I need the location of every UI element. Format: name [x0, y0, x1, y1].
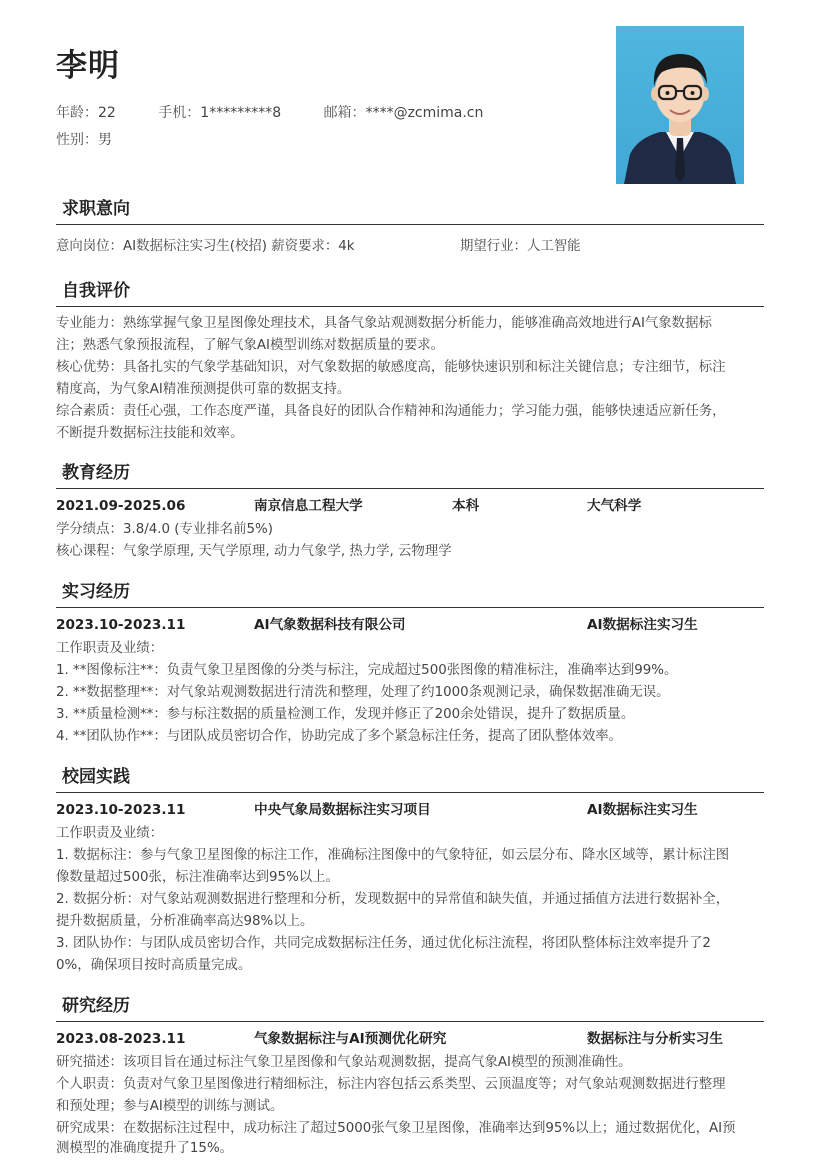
- internship-header: [56, 614, 766, 636]
- section-title-internship: 实习经历: [56, 581, 764, 608]
- self-eval-line: 注；熟悉气象预报流程，了解气象AI模型训练对数据质量的要求。: [56, 338, 445, 353]
- campus-line: 1. 数据标注：参与气象卫星图像的标注工作，准确标注图像中的气象特征，如云层分布、降水区域等，累计标注图: [56, 848, 730, 863]
- internship-line: 4. **团队协作**：与团队成员密切合作，协助完成了多个紧急标注任务，提高了团队整体效率。: [56, 729, 623, 744]
- gender-value: 男: [98, 132, 112, 148]
- self-eval-line: 核心优势：具备扎实的气象学基础知识，对气象数据的敏感度高，能够快速识别和标注关键信息；专注细节，标注: [56, 360, 726, 375]
- section-title-education: 教育经历: [56, 462, 764, 489]
- research-period: 2023.08-2023.11: [56, 1031, 186, 1047]
- age-field: 年龄：22: [56, 105, 116, 121]
- research-line: 研究成果：在数据标注过程中，成功标注了超过5000张气象卫星图像，准确率达到95%以上；通过数据优化，AI预: [56, 1121, 736, 1136]
- internship-line: 工作职责及业绩：: [56, 641, 164, 656]
- research-project: 气象数据标注与AI预测优化研究: [254, 1031, 447, 1047]
- self-eval-line: 精度高，为气象AI精准预测提供可靠的数据支持。: [56, 382, 351, 397]
- education-line: 学分绩点：3.8/4.0 (专业排名前5%): [56, 522, 273, 537]
- section-title-self-eval: 自我评价: [56, 280, 764, 307]
- email-value: ****@zcmima.cn: [365, 105, 484, 121]
- campus-line: 提升数据质量，分析准确率高达98%以上。: [56, 914, 314, 929]
- campus-line: 3. 团队协作：与团队成员密切合作，共同完成数据标注任务，通过优化标注流程，将团队整体标注效率提升了2: [56, 936, 711, 951]
- profile-photo: [616, 26, 744, 184]
- intent-position: 意向岗位：AI数据标注实习生(校招) 薪资要求：4k: [56, 239, 355, 254]
- research-line: 和预处理；参与AI模型的训练与测试。: [56, 1099, 284, 1114]
- education-degree: 本科: [452, 498, 480, 514]
- section-title-research: 研究经历: [56, 995, 764, 1022]
- portrait-illustration: [616, 26, 744, 184]
- contact-row: [56, 102, 521, 122]
- intent-industry: 期望行业：人工智能: [460, 239, 581, 254]
- research-line: 个人职责：负责对气象卫星图像进行精细标注，标注内容包括云系类型、云顶温度等；对气象站观测数据进行整理: [56, 1077, 726, 1092]
- campus-line: 像数量超过500张，标注准确率达到95%以上。: [56, 870, 339, 885]
- phone-value: 1*********8: [200, 105, 282, 121]
- education-header: [56, 495, 766, 517]
- campus-role: AI数据标注实习生: [587, 802, 698, 818]
- age-value: 22: [98, 105, 116, 121]
- section-title-intent: 求职意向: [56, 198, 764, 225]
- education-major: 大气科学: [587, 498, 642, 514]
- education-line: 核心课程：气象学原理, 天气学原理, 动力气象学, 热力学, 云物理学: [56, 544, 452, 559]
- internship-role: AI数据标注实习生: [587, 617, 698, 633]
- campus-line: 工作职责及业绩：: [56, 826, 164, 841]
- education-school: 南京信息工程大学: [254, 498, 363, 514]
- campus-line: 0%，确保项目按时高质量完成。: [56, 958, 252, 973]
- internship-company: AI气象数据科技有限公司: [254, 617, 406, 633]
- research-header: [56, 1028, 766, 1050]
- research-role: 数据标注与分析实习生: [587, 1031, 723, 1047]
- self-eval-line: 专业能力：熟练掌握气象卫星图像处理技术，具备气象站观测数据分析能力，能够准确高效地进行AI气象数据标: [56, 316, 712, 331]
- candidate-name: 李明: [56, 48, 120, 84]
- internship-line: 3. **质量检测**：参与标注数据的质量检测工作，发现并修正了200余处错误，提升了数据质量。: [56, 707, 635, 722]
- campus-period: 2023.10-2023.11: [56, 802, 186, 818]
- campus-org: 中央气象局数据标注实习项目: [254, 802, 431, 818]
- research-line: 研究描述：该项目旨在通过标注气象卫星图像和气象站观测数据，提高气象AI模型的预测准确性。: [56, 1055, 632, 1070]
- research-line: 测模型的准确度提升了15%。: [56, 1141, 234, 1156]
- gender-row: 性别：男: [56, 132, 112, 148]
- section-title-campus: 校园实践: [56, 766, 764, 793]
- self-eval-line: 综合素质：责任心强，工作态度严谨，具备良好的团队合作精神和沟通能力；学习能力强，能够快速适应新任务，: [56, 404, 726, 419]
- email-field: 邮箱：****@zcmima.cn: [323, 105, 484, 121]
- campus-line: 2. 数据分析：对气象站观测数据进行整理和分析，发现数据中的异常值和缺失值，并通过插值方法进行数据补全，: [56, 892, 730, 907]
- internship-line: 2. **数据整理**：对气象站观测数据进行清洗和整理，处理了约1000条观测记录，确保数据准确无误。: [56, 685, 670, 700]
- internship-period: 2023.10-2023.11: [56, 617, 186, 633]
- internship-line: 1. **图像标注**：负责气象卫星图像的分类与标注，完成超过500张图像的精准标注，准确率达到99%。: [56, 663, 678, 678]
- self-eval-line: 不断提升数据标注技能和效率。: [56, 426, 244, 441]
- campus-header: [56, 799, 766, 821]
- education-period: 2021.09-2025.06: [56, 498, 186, 514]
- phone-field: 手机：1*********8: [158, 105, 282, 121]
